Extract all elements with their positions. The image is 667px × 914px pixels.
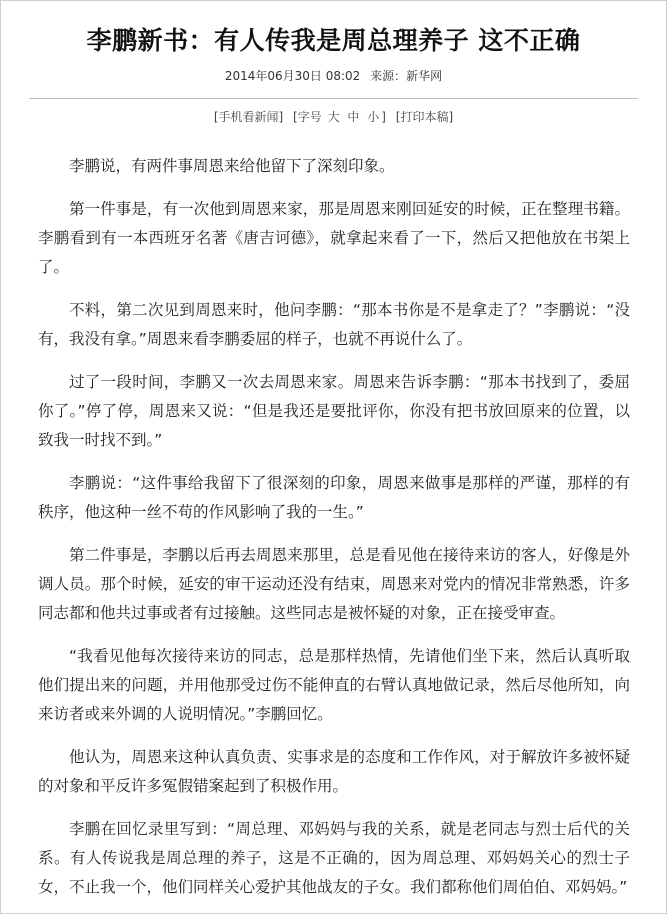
publish-date: 2014年06月30日 08:02 — [224, 69, 361, 83]
font-size-close-bracket: ] — [381, 110, 386, 124]
article-paragraph: 李鹏在回忆录里写到：“周总理、邓妈妈与我的关系，就是老同志与烈士后代的关系。有人传说我是周总理的养子，这是不正确的，因为周总理、邓妈妈关心的烈士子女，不止我一个，他们同样关心爱护其他战友的子女。我们都称他们周伯伯、邓妈妈。” — [38, 820, 630, 896]
mobile-news-group — [214, 110, 283, 124]
header-divider — [29, 98, 638, 99]
article-paragraph: 第二件事是，李鹏以后再去周恩来那里，总是看见他在接待来访的客人，好像是外调人员。那个时候，延安的审干运动还没有结束，周恩来对党内的情况非常熟悉，许多同志都和他共过事或者有过接触。这些同志是被怀疑的对象，正在接受审查。 — [38, 546, 630, 622]
article-paragraph: 过了一段时间，李鹏又一次去周恩来家。周恩来告诉李鹏：“那本书找到了，委屈你了。”停了停，周恩来又说：“但是我还是要批评你，你没有把书放回原来的位置，以致我一时找不到。” — [38, 373, 630, 449]
print-close-bracket: ] — [448, 110, 454, 124]
font-size-group — [293, 110, 386, 124]
mobile-news-link[interactable]: 手机看新闻 — [218, 110, 279, 124]
print-group — [396, 110, 453, 124]
article-paragraph: 他认为，周恩来这种认真负责、实事求是的态度和工作作风，对于解放许多被怀疑的对象和平反许多冤假错案起到了积极作用。 — [38, 748, 630, 795]
mobile-news-close-bracket: ] — [278, 110, 284, 124]
article-source: 来源：新华网 — [370, 69, 443, 83]
article-paragraph: 不料，第二次见到周恩来时，他问李鹏：“那本书你是不是拿走了？”李鹏说：“没有，我没有拿。”周恩来看李鹏委屈的样子，也就不再说什么了。 — [38, 301, 630, 348]
print-open-bracket: [ — [395, 110, 401, 124]
print-article-link[interactable]: 打印本稿 — [400, 110, 449, 124]
article-toolbar — [1, 108, 666, 126]
article-paragraph: 李鹏说，有两件事周恩来给他留下了深刻印象。 — [69, 157, 395, 175]
font-size-small-link[interactable]: 小 — [367, 110, 380, 124]
article-paragraph: “我看见他每次接待来访的同志，总是那样热情，先请他们坐下来，然后认真听取他们提出来的问题，并用他那受过伤不能伸直的右臂认真地做记录，然后尽他所知，向来访者或来外调的人说明情况。”李鹏回忆。 — [38, 647, 630, 723]
article-meta — [1, 67, 666, 85]
article-title: 李鹏新书：有人传我是周总理养子 这不正确 — [86, 26, 581, 55]
article-paragraph: 第一件事是，有一次他到周恩来家，那是周恩来刚回延安的时候，正在整理书籍。李鹏看到有一本西班牙名著《唐吉诃德》，就拿起来看了一下，然后又把他放在书架上了。 — [38, 200, 630, 276]
font-size-large-link[interactable]: 大 — [327, 110, 340, 124]
mobile-news-open-bracket: [ — [213, 110, 219, 124]
article-body — [38, 152, 630, 902]
font-size-medium-link[interactable]: 中 — [347, 110, 360, 124]
font-size-label: [字号 — [293, 110, 322, 124]
article-paragraph: 李鹏说：“这件事给我留下了很深刻的印象，周恩来做事是那样的严谨，那样的有秩序，他这种一丝不苟的作风影响了我的一生。” — [38, 474, 630, 521]
